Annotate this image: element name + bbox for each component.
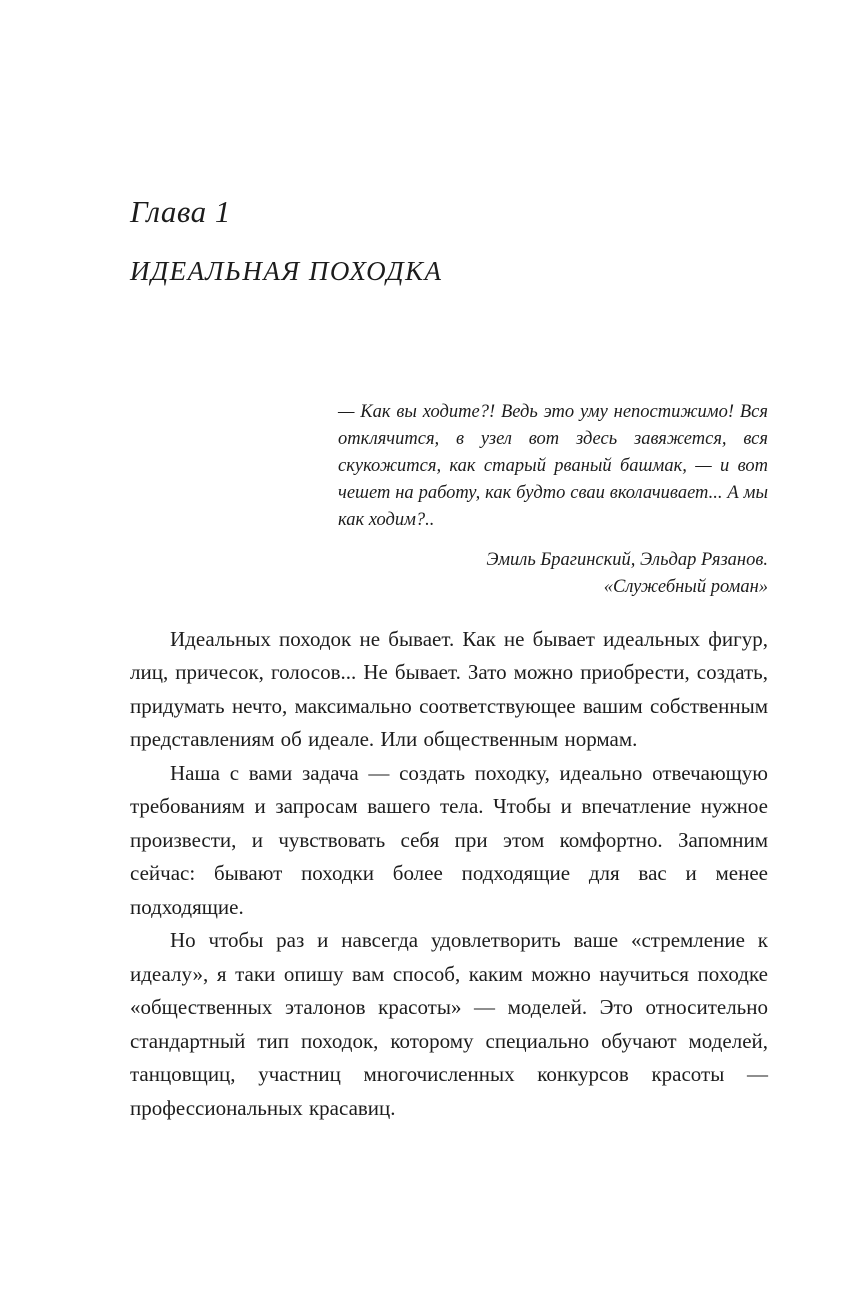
- epigraph-attribution-authors: Эмиль Брагинский, Эльдар Рязанов.: [486, 549, 768, 570]
- epigraph: [338, 399, 768, 601]
- paragraph-1: Идеальных походок не бывает. Как не бывает идеальных фигур, лиц, причесок, голосов... Не бывает. Зато можно приобрести, создать, придумать нечто, максимально соответствующее вашим собственным представлениям об идеале. Или общественным нормам.: [130, 626, 768, 752]
- body-text: [130, 623, 768, 1126]
- chapter-label: Глава 1: [130, 194, 231, 229]
- epigraph-attribution-source: «Служебный роман»: [603, 576, 768, 597]
- epigraph-attribution: [338, 547, 768, 601]
- chapter-title: ИДЕАЛЬНАЯ ПОХОДКА: [130, 256, 443, 287]
- paragraph-3: Но чтобы раз и навсегда удовлетворить ваше «стремление к идеалу», я таки опишу вам способ, каким можно научиться походке «общественных эталонов красоты» — моделей. Это относительно стандартный тип походок, которому специально обучают моделей, танцовщиц, участниц многочисленных конкурсов красоты — профессиональных красавиц.: [130, 928, 768, 1120]
- epigraph-text: — Как вы ходите?! Ведь это уму непостижимо! Вся отклячится, в узел вот здесь завяжется, вся скукожится, как старый рваный башмак, — и вот чешет на работу, как будто сваи вколачивает... А мы как ходим?..: [338, 401, 768, 530]
- paragraph-2: Наша с вами задача — создать походку, идеально отвечающую требованиям и запросам вашего тела. Чтобы и впечатление нужное произвести, и чувствовать себя при этом комфортно. Запомним сейчас: бывают походки более подходящие для вас и менее подходящие.: [130, 760, 768, 919]
